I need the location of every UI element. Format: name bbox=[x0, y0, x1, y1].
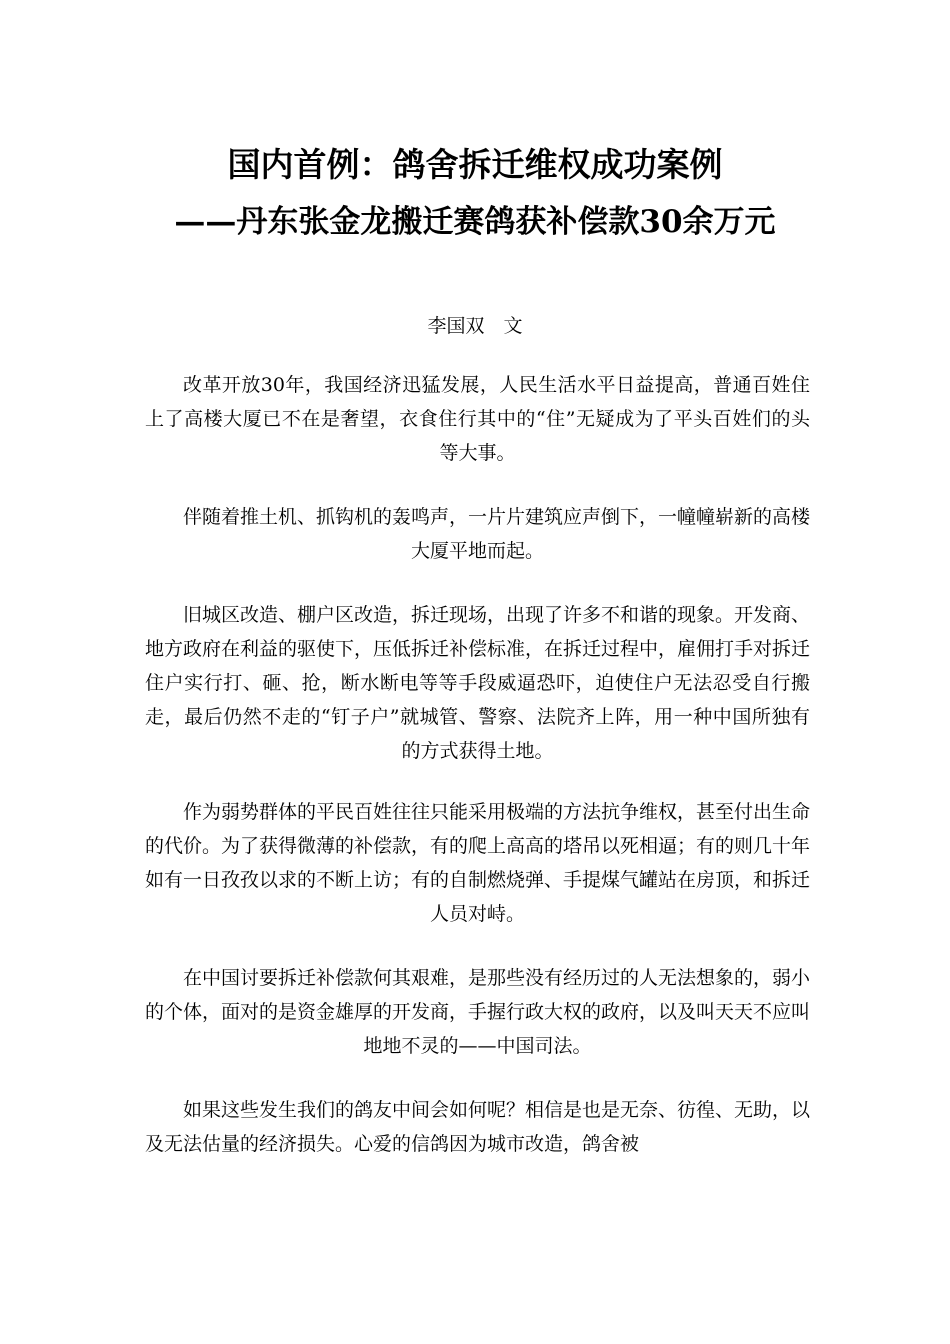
document-title: 国内首例：鸽舍拆迁维权成功案例 bbox=[227, 145, 723, 184]
document-subtitle: ——丹东张金龙搬迁赛鸽获补偿款30余万元 bbox=[174, 204, 776, 240]
body-paragraph: 旧城区改造、棚户区改造，拆迁现场，出现了许多不和谐的现象。开发商、地方政府在利益的驱使下，压低拆迁补偿标准，在拆迁过程中，雇佣打手对拆迁住户实行打、砸、抢，断水断电等等手段威逼恐吓，迫使住户无法忍受自行搬走，最后仍然不走的“钉子户”就城管、警察、法院齐上阵，用一种中国所独有的方式获得土地。 bbox=[145, 604, 811, 762]
body-paragraph: 作为弱势群体的平民百姓往往只能采用极端的方法抗争维权，甚至付出生命的代价。为了获得微薄的补偿款，有的爬上高高的塔吊以死相逼；有的则几十年如有一日孜孜以求的不断上访；有的自制燃烧弹、手提煤气罐站在房顶，和拆迁人员对峙。 bbox=[145, 801, 811, 925]
body-paragraph: 如果这些发生我们的鸽友中间会如何呢？相信是也是无奈、彷徨、无助，以及无法估量的经济损失。心爱的信鸽因为城市改造，鸽舍被 bbox=[145, 1099, 811, 1155]
body-paragraph: 伴随着推土机、抓钩机的轰鸣声，一片片建筑应声倒下，一幢幢崭新的高楼大厦平地而起。 bbox=[183, 506, 811, 562]
author-line: 李国双 文 bbox=[427, 315, 523, 337]
body-paragraph: 改革开放30年，我国经济迅猛发展，人民生活水平日益提高，普通百姓住上了高楼大厦已不在是奢望，衣食住行其中的“住”无疑成为了平头百姓们的头等大事。 bbox=[145, 374, 810, 464]
body-paragraph: 在中国讨要拆迁补偿款何其艰难，是那些没有经历过的人无法想象的，弱小的个体，面对的是资金雄厚的开发商，手握行政大权的政府，以及叫天天不应叫地地不灵的——中国司法。 bbox=[145, 967, 811, 1057]
